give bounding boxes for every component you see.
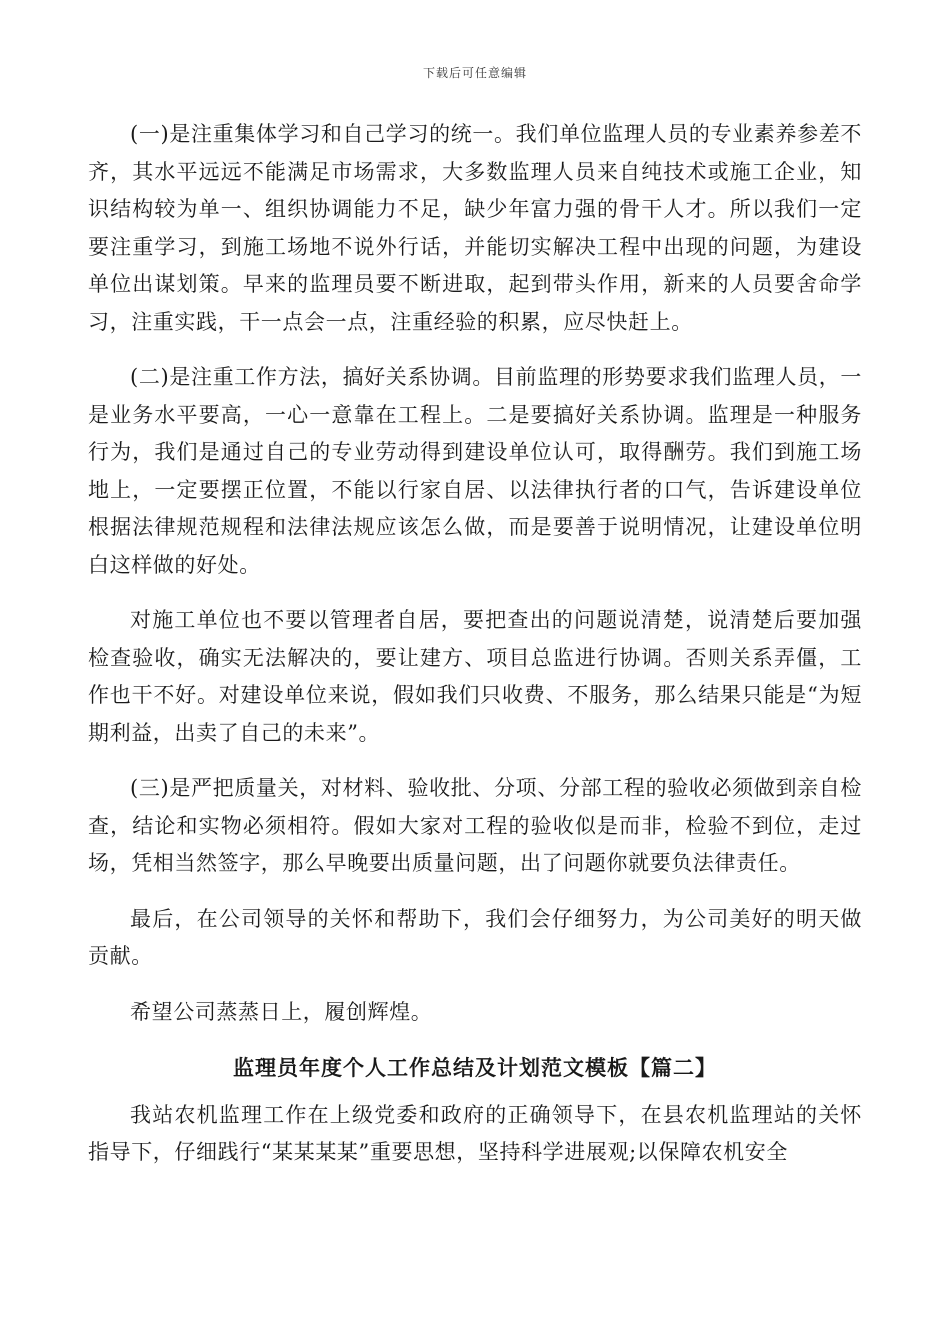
section-heading: 监理员年度个人工作总结及计划范文模板【篇二】 (233, 1055, 717, 1080)
document-body (88, 116, 862, 1190)
paragraph-collective-learning: (一)是注重集体学习和自己学习的统一。我们单位监理人员的专业素养参差不齐，其水平远远不能满足市场需求，大多数监理人员来自纯技术或施工企业，知识结构较为单一、组织协调能力不足，缺少年富力强的骨干人才。所以我们一定要注重学习，到施工场地不说外行话，并能切实解决工程中出现的问题，为建设单位出谋划策。早来的监理员要不断进取，起到带头作用，新来的人员要舍命学习，注重实践，干一点会一点，注重经验的积累，应尽快赶上。 (88, 122, 862, 334)
paragraph-construction-units: 对施工单位也不要以管理者自居，要把查出的问题说清楚，说清楚后要加强检查验收，确实无法解决的，要让建方、项目总监进行协调。否则关系弄僵，工作也干不好。对建设单位来说，假如我们只收费、不服务，那么结果只能是“为短期利益，出卖了自己的未来”。 (88, 608, 862, 745)
paragraph-work-methods: (二)是注重工作方法，搞好关系协调。目前监理的形势要求我们监理人员，一是业务水平要高，一心一意靠在工程上。二是要搞好关系协调。监理是一种服务行为，我们是通过自己的专业劳动得到建设单位认可，取得酬劳。我们到施工场地上，一定要摆正位置，不能以行家自居、以法律执行者的口气，告诉建设单位根据法律规范规程和法律法规应该怎么做，而是要善于说明情况，让建设单位明白这样做的好处。 (88, 365, 862, 577)
paragraph-wishes: 希望公司蒸蒸日上，履创辉煌。 (130, 999, 433, 1024)
header-note: 下载后可任意编辑 (422, 66, 527, 80)
paragraph-part2-intro: 我站农机监理工作在上级党委和政府的正确领导下，在县农机监理站的关怀指导下，仔细践行“某某某某”重要思想，坚持科学进展观;以保障农机安全 (88, 1102, 862, 1164)
paragraph-closing: 最后，在公司领导的关怀和帮助下，我们会仔细努力，为公司美好的明天做贡献。 (88, 906, 862, 968)
paragraph-quality-control: (三)是严把质量关，对材料、验收批、分项、分部工程的验收必须做到亲自检查，结论和实物必须相符。假如大家对工程的验收似是而非，检验不到位，走过场，凭相当然签字，那么早晚要出质量问题，出了问题你就要负法律责任。 (88, 776, 862, 875)
